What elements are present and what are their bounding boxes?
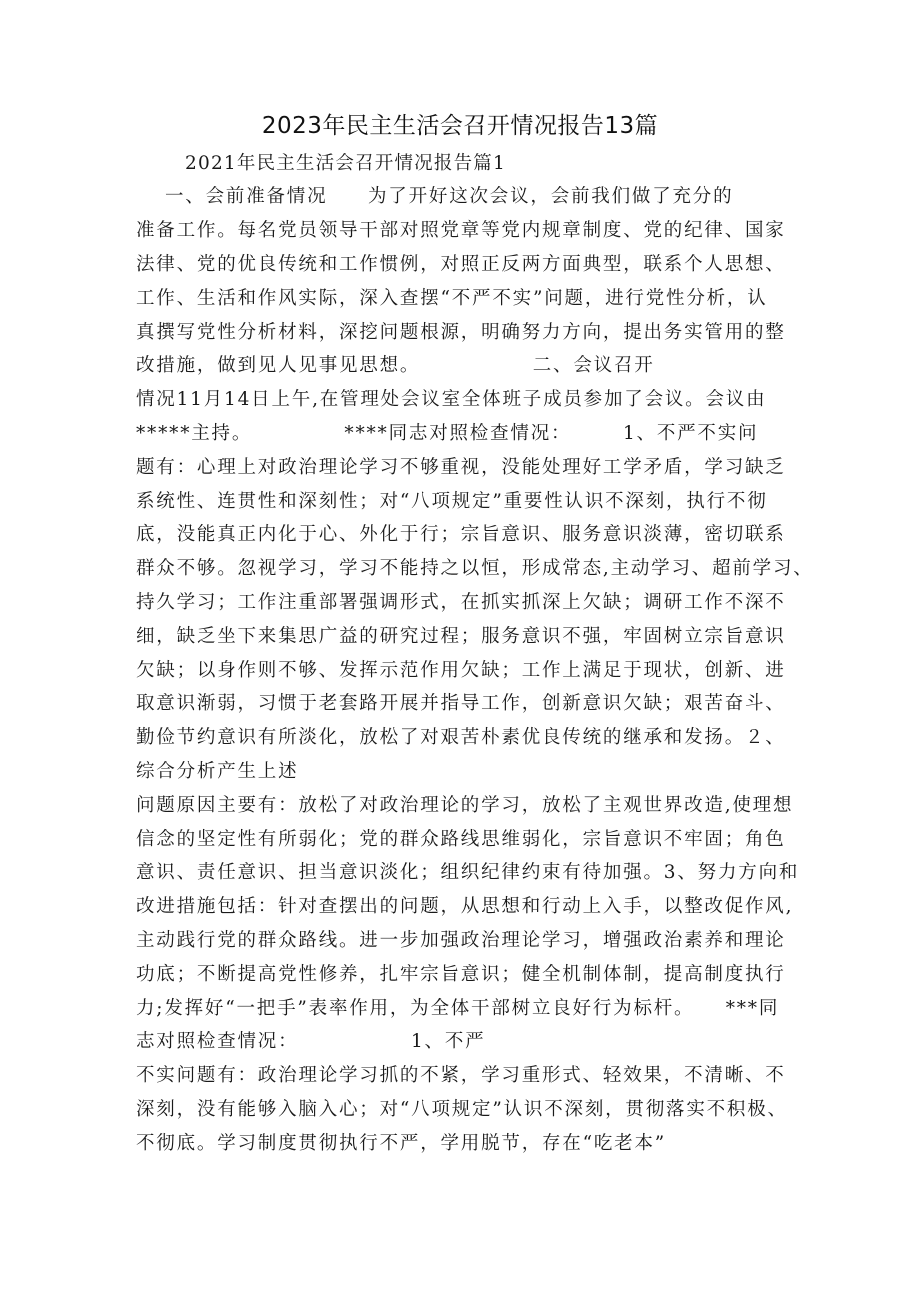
- paragraph-line: 问题原因主要有：放松了对政治理论的学习，放松了主观世界改造,使理想: [136, 795, 794, 816]
- paragraph-line: 持久学习；工作注重部署强调形式，在抓实抓深上欠缺；调研工作不深不: [136, 592, 786, 613]
- paragraph-line: 志对照检查情况： 1、不严: [136, 1031, 486, 1052]
- paragraph-line: 准备工作。每名党员领导干部对照党章等党内规章制度、党的纪律、国家: [136, 220, 786, 241]
- paragraph-line: 信念的坚定性有所弱化；党的群众路线思维弱化，宗旨意识不牢固；角色: [136, 829, 786, 850]
- paragraph-line: 题有：心理上对政治理论学习不够重视，没能处理好工学矛盾，学习缺乏: [136, 457, 786, 478]
- document-subtitle: 2021年民主生活会召开情况报告篇1: [185, 153, 506, 174]
- paragraph-line: 群众不够。忽视学习，学习不能持之以恒，形成常态,主动学习、超前学习、: [136, 558, 814, 579]
- paragraph-line: 力;发挥好“一把手”表率作用，为全体干部树立良好行为标杆。 ***同: [136, 998, 780, 1019]
- paragraph-line: 细，缺乏坐下来集思广益的研究过程；服务意识不强，牢固树立宗旨意识: [136, 626, 786, 647]
- paragraph-line: 欠缺；以身作则不够、发挥示范作用欠缺；工作上满足于现状，创新、进: [136, 660, 786, 681]
- paragraph-line: 改措施，做到见人见事见思想。 二、会议召开: [136, 355, 655, 376]
- paragraph-line: 主动践行党的群众路线。进一步加强政治理论学习，增强政治素养和理论: [136, 930, 786, 951]
- paragraph-line: 勤俭节约意识有所淡化，放松了对艰苦朴素优良传统的继承和发扬。２、: [136, 727, 786, 748]
- paragraph-line: 功底；不断提高党性修养，扎牢宗旨意识；健全机制体制，提高制度执行: [136, 964, 786, 985]
- paragraph-line: 工作、生活和作风实际，深入查摆“不严不实”问题，进行党性分析，认: [136, 288, 768, 309]
- paragraph-line: 系统性、连贯性和深刻性；对“八项规定”重要性认识不深刻，执行不彻: [136, 491, 768, 512]
- paragraph-line: 情况11月14日上午,在管理处会议室全体班子成员参加了会议。会议由: [136, 389, 767, 410]
- paragraph-line: 底，没能真正内化于心、外化于行；宗旨意识、服务意识淡薄，密切联系: [136, 524, 786, 545]
- paragraph-line: *****主持。 ****同志对照检查情况： 1、不严不实问: [136, 423, 759, 444]
- paragraph-line: 不彻底。学习制度贯彻执行不严，学用脱节，存在“吃老本”: [136, 1133, 667, 1154]
- paragraph-line: 深刻，没有能够入脑入心；对“八项规定”认识不深刻，贯彻落实不积极、: [136, 1099, 788, 1120]
- paragraph-line: 综合分析产生上述: [136, 761, 299, 782]
- paragraph-line: 不实问题有：政治理论学习抓的不紧，学习重形式、轻效果，不清晰、不: [136, 1065, 786, 1086]
- document-title: 2023年民主生活会召开情况报告13篇: [261, 113, 659, 139]
- paragraph-line: 意识、责任意识、担当意识淡化；组织纪律约束有待加强。3、努力方向和: [136, 862, 800, 883]
- paragraph-line: 取意识渐弱，习惯于老套路开展并指导工作，创新意识欠缺；艰苦奋斗、: [136, 693, 786, 714]
- paragraph-line: 真撰写党性分析材料，深挖问题根源，明确努力方向，提出务实管用的整: [136, 322, 786, 343]
- paragraph-line: 法律、党的优良传统和工作惯例，对照正反两方面典型，联系个人思想、: [136, 254, 786, 275]
- paragraph-line: 改进措施包括：针对查摆出的问题，从思想和行动上入手，以整改促作风,: [136, 896, 794, 917]
- paragraph-line: 一、会前准备情况 为了开好这次会议，会前我们做了充分的: [165, 186, 734, 207]
